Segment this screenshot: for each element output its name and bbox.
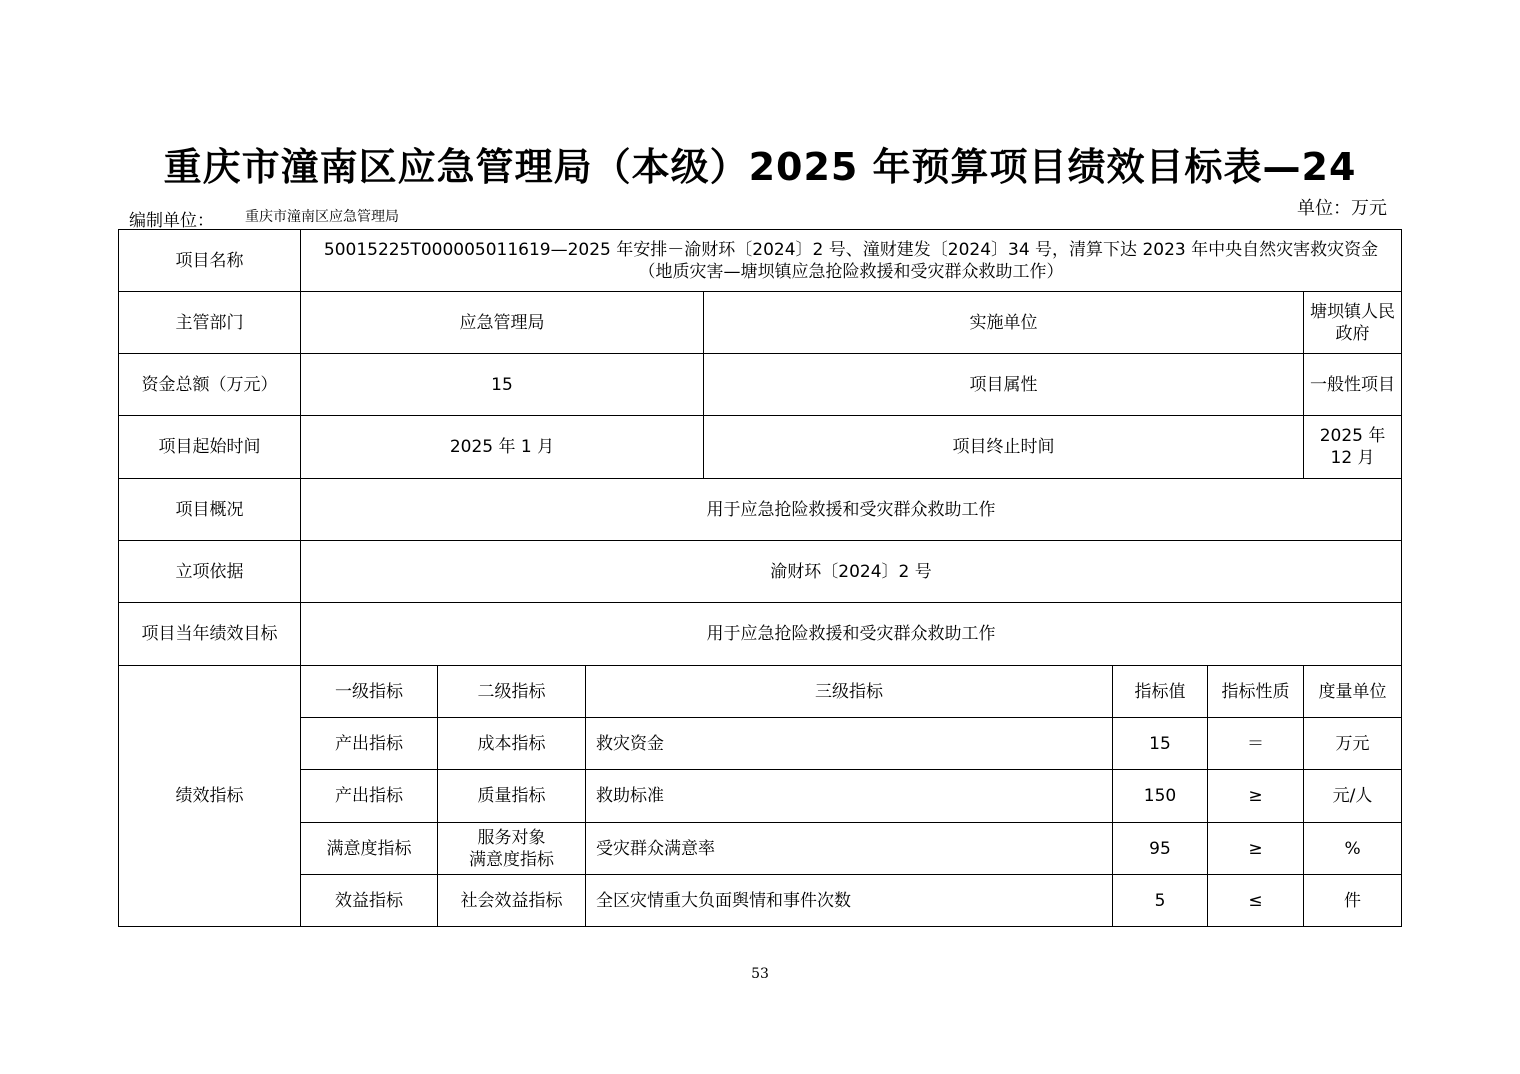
header-value: 指标值 [1113, 666, 1208, 718]
table-row [119, 354, 1402, 416]
indicator-level2-line2: 满意度指标 [469, 849, 554, 870]
indicator-value: 150 [1113, 770, 1208, 823]
org-label: 编制单位： [129, 211, 214, 231]
overview-label: 项目概况 [119, 479, 301, 541]
indicator-value: 15 [1113, 718, 1208, 770]
goal-value: 用于应急抢险救援和受灾群众救助工作 [301, 603, 1402, 666]
fund-value: 15 [301, 354, 704, 416]
goal-label: 项目当年绩效目标 [119, 603, 301, 666]
indicator-level3: 救灾资金 [586, 718, 1113, 770]
basis-label: 立项依据 [119, 541, 301, 603]
header-level1: 一级指标 [301, 666, 438, 718]
table-row [119, 603, 1402, 666]
fund-label: 资金总额（万元） [119, 354, 301, 416]
indicator-unit: 件 [1304, 875, 1402, 927]
end-value: 2025 年 12 月 [1304, 416, 1402, 479]
indicator-value: 95 [1113, 823, 1208, 875]
indicator-value: 5 [1113, 875, 1208, 927]
indicator-level2: 社会效益指标 [438, 875, 586, 927]
indicator-unit: 万元 [1304, 718, 1402, 770]
indicator-nature: ≤ [1208, 875, 1304, 927]
indicator-level3: 救助标准 [586, 770, 1113, 823]
indicator-row [119, 875, 1402, 927]
indicator-level1: 产出指标 [301, 718, 438, 770]
indicator-nature: ≥ [1208, 823, 1304, 875]
unit-label: 单位：万元 [1297, 198, 1387, 219]
indicator-level1: 产出指标 [301, 770, 438, 823]
indicator-unit: % [1304, 823, 1402, 875]
indicator-row [119, 823, 1402, 875]
indicator-level3: 全区灾情重大负面舆情和事件次数 [586, 875, 1113, 927]
impl-label: 实施单位 [704, 292, 1304, 354]
indicator-level2: 质量指标 [438, 770, 586, 823]
indicator-level2 [438, 823, 586, 875]
indicator-header-row [119, 666, 1402, 718]
table-row [119, 292, 1402, 354]
indicator-row [119, 770, 1402, 823]
table-row [119, 479, 1402, 541]
start-value: 2025 年 1 月 [301, 416, 704, 479]
impl-value: 塘坝镇人民政府 [1304, 292, 1402, 354]
attr-value: 一般性项目 [1304, 354, 1402, 416]
page-number: 53 [751, 966, 769, 982]
project-name-line1: 50015225T000005011619—2025 年安排－渝财环〔2024〕2 号、潼财建发〔2024〕34 号，清算下达 2023 年中央自然灾害救灾资金 [323, 239, 1379, 260]
overview-value: 用于应急抢险救援和受灾群众救助工作 [301, 479, 1402, 541]
indicator-level1: 满意度指标 [301, 823, 438, 875]
project-name-label: 项目名称 [119, 230, 301, 292]
header-nature: 指标性质 [1208, 666, 1304, 718]
page-title: 重庆市潼南区应急管理局（本级）2025 年预算项目绩效目标表—24 [163, 145, 1357, 189]
project-name-value [301, 230, 1402, 292]
indicator-level1: 效益指标 [301, 875, 438, 927]
dept-label: 主管部门 [119, 292, 301, 354]
attr-label: 项目属性 [704, 354, 1304, 416]
header-level2: 二级指标 [438, 666, 586, 718]
end-label: 项目终止时间 [704, 416, 1304, 479]
basis-value: 渝财环〔2024〕2 号 [301, 541, 1402, 603]
start-label: 项目起始时间 [119, 416, 301, 479]
indicator-level2: 成本指标 [438, 718, 586, 770]
indicator-level3: 受灾群众满意率 [586, 823, 1113, 875]
indicator-nature: ＝ [1208, 718, 1304, 770]
header-unit: 度量单位 [1304, 666, 1402, 718]
header-level3: 三级指标 [586, 666, 1113, 718]
performance-table [118, 229, 1402, 927]
project-name-line2: （地质灾害—塘坝镇应急抢险救援和受灾群众救助工作） [638, 261, 1064, 282]
indicator-row [119, 718, 1402, 770]
org-value: 重庆市潼南区应急管理局 [245, 209, 399, 225]
table-row [119, 230, 1402, 292]
indicator-unit: 元/人 [1304, 770, 1402, 823]
dept-value: 应急管理局 [301, 292, 704, 354]
indicator-nature: ≥ [1208, 770, 1304, 823]
indicator-section-label: 绩效指标 [119, 666, 301, 927]
table-row [119, 541, 1402, 603]
table-row [119, 416, 1402, 479]
indicator-level2-line1: 服务对象 [477, 827, 546, 848]
